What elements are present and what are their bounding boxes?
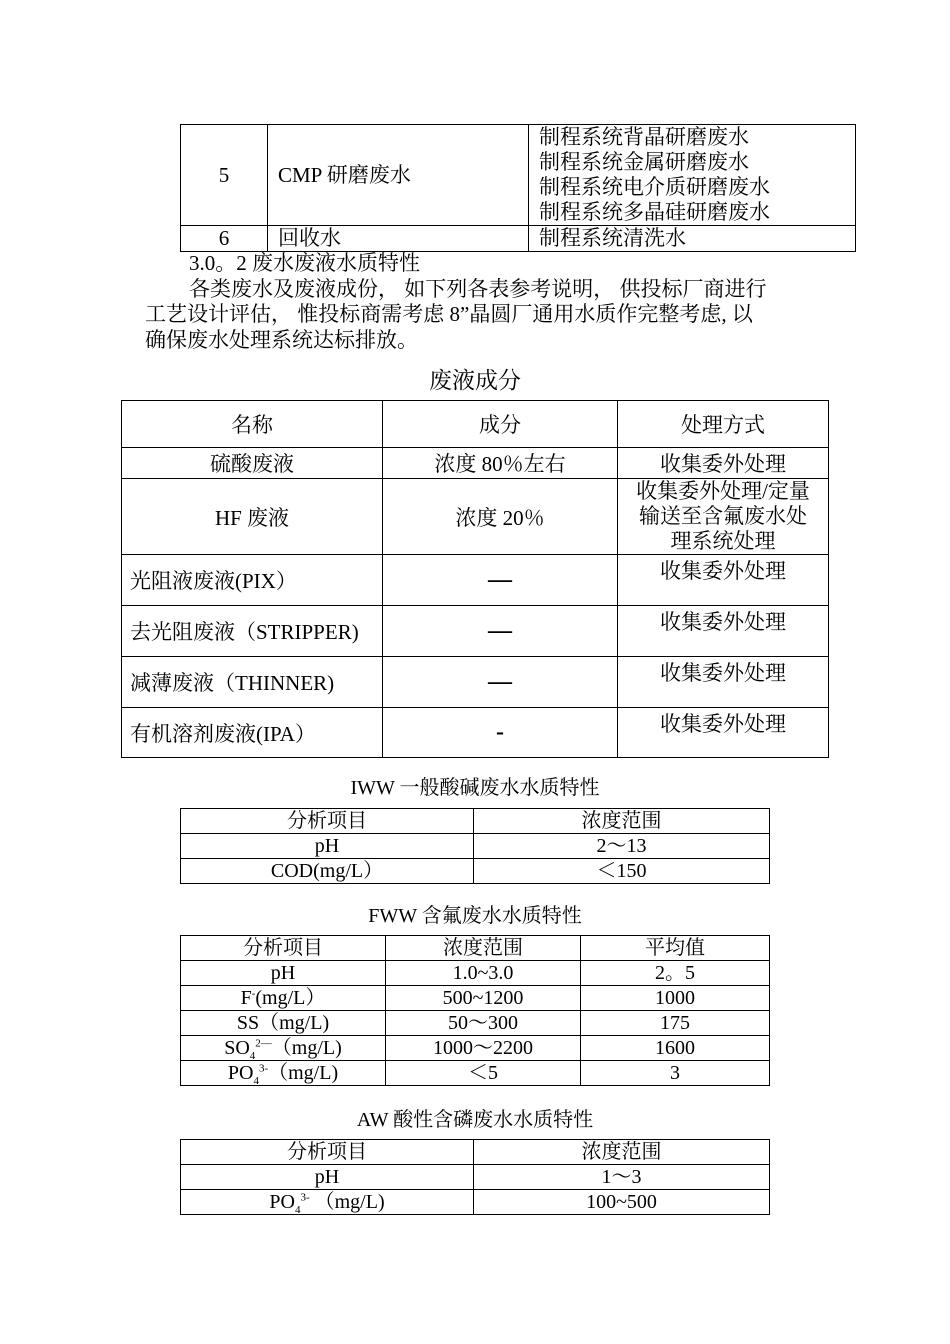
source-item: 制程系统电介质研磨废水 bbox=[539, 175, 770, 199]
header-cell: 浓度范围 bbox=[386, 936, 581, 961]
source-item: 制程系统金属研磨废水 bbox=[539, 150, 749, 174]
row-number: 6 bbox=[181, 226, 268, 252]
formula-unit: （mg/L) bbox=[309, 1191, 385, 1213]
treatment-method bbox=[618, 479, 829, 555]
liquid-composition: — bbox=[383, 657, 618, 708]
average-value: 1600 bbox=[581, 1036, 770, 1061]
table-row bbox=[181, 226, 856, 252]
header-cell: 分析项目 bbox=[181, 1140, 474, 1165]
formula-subscript: 4 bbox=[253, 1075, 259, 1087]
table-row bbox=[122, 708, 829, 758]
average-value: 2。5 bbox=[581, 961, 770, 986]
header-cell: 浓度范围 bbox=[474, 1140, 770, 1165]
liquid-composition: 浓度 80％左右 bbox=[383, 448, 618, 479]
section-heading: 3.0。2 废水废液水质特性 bbox=[189, 251, 420, 275]
liquid-name: 光阻液废液(PIX） bbox=[122, 555, 383, 606]
liquid-name: 去光阻废液（STRIPPER) bbox=[122, 606, 383, 657]
method-line: 输送至含氟废水处 bbox=[639, 504, 807, 528]
method-line: 收集委外处理/定量 bbox=[636, 479, 810, 503]
average-value: 175 bbox=[581, 1011, 770, 1036]
aw-table-title: AW 酸性含磷废水水质特性 bbox=[356, 1109, 594, 1131]
wastewater-name: 回收水 bbox=[268, 226, 529, 252]
formula-subscript: 4 bbox=[249, 1050, 256, 1062]
table-row bbox=[122, 448, 829, 479]
liquid-composition: - bbox=[383, 708, 618, 758]
analysis-item: pH bbox=[181, 1165, 474, 1190]
header-cell: 平均值 bbox=[581, 936, 770, 961]
liquid-composition: — bbox=[383, 606, 618, 657]
analysis-item: pH bbox=[181, 834, 474, 859]
liquid-table-title: 废液成分 bbox=[429, 368, 521, 393]
concentration-range: ＜150 bbox=[474, 859, 770, 884]
formula-subscript: 4 bbox=[294, 1204, 301, 1216]
table-row bbox=[181, 859, 770, 884]
table-row bbox=[181, 986, 770, 1011]
header-row bbox=[122, 401, 829, 448]
concentration-range: 1～3 bbox=[474, 1165, 770, 1190]
concentration-range: 50～300 bbox=[386, 1011, 581, 1036]
liquid-composition: 浓度 20％ bbox=[383, 479, 618, 555]
formula-base: PO bbox=[269, 1191, 295, 1213]
table-row bbox=[181, 1190, 770, 1215]
formula-unit: （mg/L) bbox=[268, 1062, 339, 1084]
concentration-range: 2～13 bbox=[474, 834, 770, 859]
header-cell: 分析项目 bbox=[181, 936, 386, 961]
concentration-range: 1.0~3.0 bbox=[386, 961, 581, 986]
paragraph-line: 确保废水处理系统达标排放。 bbox=[145, 328, 418, 352]
fww-table-title: FWW 含氟废水水质特性 bbox=[368, 905, 582, 927]
formula-superscript: 3- bbox=[300, 1191, 310, 1204]
treatment-method: 收集委外处理 bbox=[618, 448, 829, 479]
treatment-method: 收集委外处理 bbox=[618, 606, 829, 657]
table-row bbox=[122, 657, 829, 708]
header-cell: 成分 bbox=[383, 401, 618, 448]
header-cell: 分析项目 bbox=[181, 809, 474, 834]
wastewater-name: CMP 研磨废水 bbox=[268, 125, 529, 226]
formula-superscript: - bbox=[251, 987, 256, 1000]
concentration-range: 500~1200 bbox=[386, 986, 581, 1011]
formula-base: SO bbox=[224, 1037, 250, 1059]
analysis-item: COD(mg/L） bbox=[181, 859, 474, 884]
formula-base: PO bbox=[227, 1062, 254, 1084]
treatment-method: 收集委外处理 bbox=[618, 708, 829, 758]
treatment-method: 收集委外处理 bbox=[618, 657, 829, 708]
header-row bbox=[181, 809, 770, 834]
concentration-range: ＜5 bbox=[386, 1061, 581, 1086]
iww-table-title: IWW 一般酸碱废水水质特性 bbox=[350, 777, 600, 799]
iww-table bbox=[180, 808, 770, 884]
source-item: 制程系统清洗水 bbox=[529, 226, 856, 252]
treatment-method: 收集委外处理 bbox=[618, 555, 829, 606]
concentration-range: 100~500 bbox=[474, 1190, 770, 1215]
header-row bbox=[181, 1140, 770, 1165]
analysis-item bbox=[181, 986, 386, 1011]
fww-table bbox=[180, 935, 770, 1086]
header-cell: 名称 bbox=[122, 401, 383, 448]
liquid-name: HF 废液 bbox=[122, 479, 383, 555]
table-row bbox=[181, 1061, 770, 1086]
liquid-composition: — bbox=[383, 555, 618, 606]
table-row bbox=[181, 834, 770, 859]
paragraph-line: 工艺设计评估， 惟投标商需考虑 8”晶圆厂通用水质作完整考虑, 以 bbox=[145, 302, 753, 326]
formula-superscript: 3- bbox=[258, 1062, 269, 1075]
liquid-name: 有机溶剂废液(IPA） bbox=[122, 708, 383, 758]
source-item: 制程系统背晶研磨废水 bbox=[539, 125, 749, 149]
table-row bbox=[181, 1165, 770, 1190]
table-row bbox=[181, 1036, 770, 1061]
table-row bbox=[122, 555, 829, 606]
table-row bbox=[181, 961, 770, 986]
header-cell: 浓度范围 bbox=[474, 809, 770, 834]
analysis-item: SS（mg/L) bbox=[181, 1011, 386, 1036]
paragraph-line: 各类废水及废液成份， 如下列各表参考说明， 供投标厂商进行 bbox=[189, 277, 767, 301]
formula-base: F bbox=[240, 987, 252, 1009]
concentration-range: 1000～2200 bbox=[386, 1036, 581, 1061]
table-row bbox=[181, 125, 856, 226]
method-line: 理系统处理 bbox=[670, 529, 776, 553]
table-row bbox=[122, 479, 829, 555]
average-value: 1000 bbox=[581, 986, 770, 1011]
liquid-name: 硫酸废液 bbox=[122, 448, 383, 479]
table-row bbox=[181, 1011, 770, 1036]
aw-table bbox=[180, 1139, 770, 1215]
liquid-table bbox=[121, 400, 829, 758]
analysis-item bbox=[181, 1036, 386, 1061]
header-row bbox=[181, 936, 770, 961]
formula-superscript: 2— bbox=[255, 1037, 272, 1050]
table-row bbox=[122, 606, 829, 657]
analysis-item: pH bbox=[181, 961, 386, 986]
average-value: 3 bbox=[581, 1061, 770, 1086]
source-list bbox=[529, 125, 856, 226]
liquid-name: 减薄废液（THINNER) bbox=[122, 657, 383, 708]
row-number: 5 bbox=[181, 125, 268, 226]
analysis-item bbox=[181, 1061, 386, 1086]
analysis-item bbox=[181, 1190, 474, 1215]
header-cell: 处理方式 bbox=[618, 401, 829, 448]
source-table bbox=[180, 124, 856, 252]
source-item: 制程系统多晶硅研磨废水 bbox=[539, 200, 770, 224]
formula-unit: （mg/L) bbox=[271, 1037, 342, 1059]
formula-unit: (mg/L） bbox=[255, 987, 326, 1009]
